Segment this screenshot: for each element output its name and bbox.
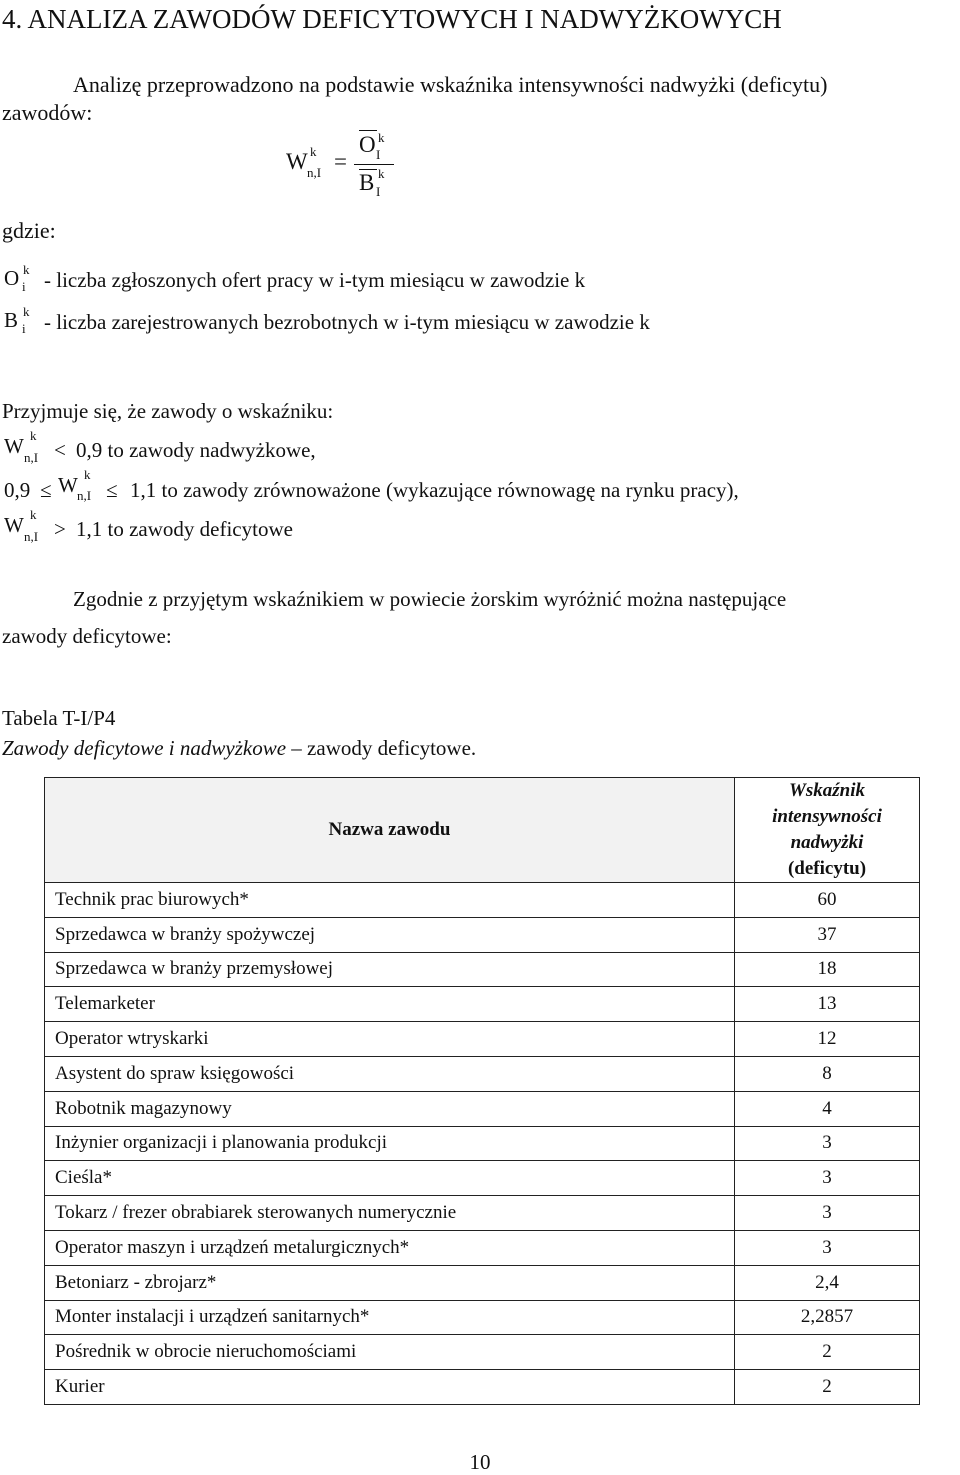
formula-num: O [359, 132, 376, 157]
occupation-name: Sprzedawca w branży spożywczej [45, 917, 735, 952]
formula-lhs: W [286, 149, 308, 174]
def-text: - liczba zarejestrowanych bezrobotnych w i-tym miesiącu w zawodzie k [44, 310, 650, 334]
formula-lhs-sup: k [310, 144, 317, 159]
paragraph-text-cont: zawody deficytowe: [2, 624, 172, 648]
definition-row [0, 258, 960, 298]
cond-text: 1,1 to zawody zrównoważone (wykazujące równowagę na rynku pracy), [130, 478, 739, 502]
occupation-name: Sprzedawca w branży przemysłowej [45, 952, 735, 987]
overline-num [359, 130, 377, 131]
header-occupation: Nazwa zawodu [45, 778, 735, 883]
where-label: gdzie: [2, 218, 56, 243]
condition-row [0, 507, 960, 547]
page-number: 10 [469, 1450, 491, 1474]
cond-sup: k [84, 467, 91, 482]
indicator-value: 12 [735, 1022, 920, 1057]
cond-symbol: W [4, 434, 24, 458]
table-row [45, 883, 920, 918]
table-label: Tabela T-I/P4 [2, 706, 116, 730]
header-indicator [735, 778, 920, 883]
table-row [45, 1265, 920, 1300]
table-row [45, 1370, 920, 1405]
cond-text: 1,1 to zawody deficytowe [76, 517, 293, 541]
table-row [45, 1091, 920, 1126]
occupation-name: Cieśla* [45, 1161, 735, 1196]
indicator-value: 37 [735, 917, 920, 952]
occupation-name: Inżynier organizacji i planowania produkcji [45, 1126, 735, 1161]
table-row [45, 1056, 920, 1091]
indicator-value: 3 [735, 1126, 920, 1161]
occupation-name: Kurier [45, 1370, 735, 1405]
occupation-name: Robotnik magazynowy [45, 1091, 735, 1126]
paragraph-text: Zgodnie z przyjętym wskaźnikiem w powiecie żorskim wyróżnić można następujące [73, 587, 787, 611]
indicator-value: 60 [735, 883, 920, 918]
indicator-value: 18 [735, 952, 920, 987]
cond-sub: n,I [24, 529, 39, 544]
occupation-name: Asystent do spraw księgowości [45, 1056, 735, 1091]
indicator-value: 3 [735, 1196, 920, 1231]
formula-den: B [359, 170, 375, 195]
table-caption-italic: Zawody deficytowe i nadwyżkowe [2, 736, 287, 760]
indicator-value: 4 [735, 1091, 920, 1126]
indicator-value: 3 [735, 1230, 920, 1265]
def-sub: i [22, 321, 26, 336]
cond-op: > [54, 517, 66, 541]
intro-text: Analizę przeprowadzono na podstawie wskaźnika intensywności nadwyżki (deficytu) [73, 72, 828, 97]
table-row [45, 1335, 920, 1370]
assume-text: Przyjmuje się, że zawody o wskaźniku: [2, 399, 334, 423]
occupations-table [44, 777, 920, 1405]
def-sub: i [22, 279, 26, 294]
condition-row [0, 428, 960, 468]
formula-num-sup: k [378, 130, 385, 145]
table-header-row [45, 778, 920, 883]
cond-text: 0,9 to zawody nadwyżkowe, [76, 438, 316, 462]
condition-row [0, 467, 960, 507]
formula-lhs-sub: n,I [307, 165, 322, 180]
intro-text-cont: zawodów: [2, 100, 93, 125]
cond-sub: n,I [77, 488, 92, 503]
table-row [45, 987, 920, 1022]
definition-row [0, 300, 960, 340]
def-sup: k [23, 304, 30, 319]
occupation-name: Pośrednik w obrocie nieruchomościami [45, 1335, 735, 1370]
indicator-value: 13 [735, 987, 920, 1022]
cond-sup: k [30, 507, 37, 522]
occupation-name: Betoniarz - zbrojarz* [45, 1265, 735, 1300]
indicator-value: 2 [735, 1335, 920, 1370]
header-indicator-rest: (deficytu) [787, 858, 867, 879]
table-row [45, 1161, 920, 1196]
def-sup: k [23, 262, 30, 277]
cond-symbol: W [58, 473, 78, 497]
table-row [45, 917, 920, 952]
indicator-value: 8 [735, 1056, 920, 1091]
formula-den-sup: k [378, 166, 385, 181]
indicator-value: 2 [735, 1370, 920, 1405]
section-heading: 4. ANALIZA ZAWODÓW DEFICYTOWYCH I NADWYŻKOWYCH [2, 4, 782, 34]
occupation-name: Operator wtryskarki [45, 1022, 735, 1057]
formula-equals: = [334, 149, 347, 174]
def-symbol: O [4, 266, 20, 290]
cond-prefix: 0,9 [4, 478, 31, 502]
table-row [45, 952, 920, 987]
occupation-name: Telemarketer [45, 987, 735, 1022]
indicator-value: 2,4 [735, 1265, 920, 1300]
cond-sup: k [30, 428, 37, 443]
occupation-name: Tokarz / frezer obrabiarek sterowanych numerycznie [45, 1196, 735, 1231]
table-caption [2, 736, 476, 761]
occupation-name: Technik prac biurowych* [45, 883, 735, 918]
cond-op: < [54, 438, 66, 462]
formula-num-sub: I [376, 147, 381, 162]
formula [282, 128, 402, 198]
occupation-name: Monter instalacji i urządzeń sanitarnych* [45, 1300, 735, 1335]
table-row [45, 1126, 920, 1161]
table-row [45, 1230, 920, 1265]
formula-den-sub: I [376, 184, 381, 199]
table-row [45, 1022, 920, 1057]
fraction-bar [354, 164, 394, 165]
cond-op: ≤ [106, 478, 118, 502]
indicator-value: 2,2857 [735, 1300, 920, 1335]
header-indicator-italic: Wskaźnik intensywności nadwyżki [772, 780, 882, 853]
table-row [45, 1300, 920, 1335]
indicator-value: 3 [735, 1161, 920, 1196]
table-caption-rest: – zawody deficytowe. [286, 736, 477, 760]
def-symbol: B [4, 308, 19, 332]
cond-sub: n,I [24, 450, 39, 465]
cond-symbol: W [4, 513, 24, 537]
def-text: - liczba zgłoszonych ofert pracy w i-tym miesiącu w zawodzie k [44, 268, 586, 292]
cond-prefix-op: ≤ [40, 478, 52, 502]
occupation-name: Operator maszyn i urządzeń metalurgicznych* [45, 1230, 735, 1265]
table-row [45, 1196, 920, 1231]
